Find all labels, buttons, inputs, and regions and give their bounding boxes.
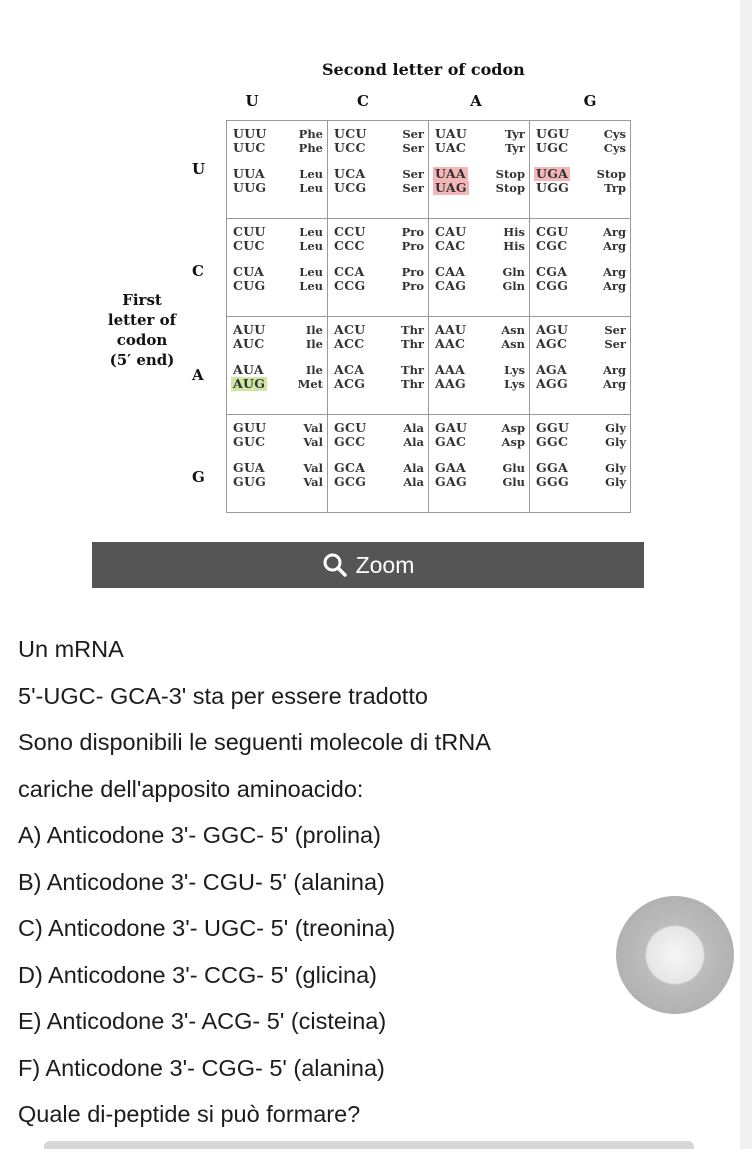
- codon-cell: [227, 219, 328, 317]
- codon-line: [332, 377, 424, 391]
- codon-group: [433, 225, 525, 253]
- codon-line: [433, 239, 525, 253]
- codon: GUC: [233, 434, 266, 449]
- amino-acid: Thr: [401, 377, 424, 391]
- codon: AGG: [536, 376, 568, 391]
- codon-group: [332, 323, 424, 351]
- codon-group: [332, 167, 424, 195]
- question-line: Un mRNA: [18, 636, 124, 662]
- codon: AAG: [435, 376, 466, 391]
- codon: CGC: [536, 238, 568, 253]
- zoom-label: Zoom: [355, 551, 415, 578]
- codon-group: [534, 127, 626, 155]
- codon: CAG: [435, 278, 467, 293]
- codon-group: [231, 265, 323, 293]
- codon: UAU: [435, 126, 468, 141]
- amino-acid: Stop: [596, 167, 626, 181]
- codon-line: [332, 127, 424, 141]
- codon-cell: [429, 317, 530, 415]
- amino-acid: Ser: [402, 167, 424, 181]
- option-a: A) Anticodone 3'- GGC- 5' (prolina): [18, 822, 381, 848]
- col-letter-g: G: [583, 92, 597, 110]
- codon: GAA: [435, 460, 466, 475]
- codon-group: [433, 323, 525, 351]
- amino-acid: His: [503, 225, 525, 239]
- row-letter-c: C: [192, 262, 204, 280]
- codon: GAC: [435, 434, 467, 449]
- amino-acid: Gln: [502, 279, 525, 293]
- codon-group: [433, 363, 525, 391]
- amino-acid: Ser: [402, 181, 424, 195]
- codon: ACC: [334, 336, 365, 351]
- codon-line: [534, 421, 626, 435]
- codon-line: [332, 475, 424, 489]
- amino-acid: Val: [303, 435, 323, 449]
- codon-line: [231, 225, 323, 239]
- codon: CGU: [536, 224, 569, 239]
- codon-line: [231, 421, 323, 435]
- first-letter-label-line: letter of: [107, 311, 177, 329]
- amino-acid: Leu: [299, 225, 323, 239]
- first-letter-label-line: codon: [116, 331, 168, 349]
- amino-acid: Asp: [501, 421, 525, 435]
- amino-acid: Tyr: [504, 141, 525, 155]
- codon-line: [433, 323, 525, 337]
- codon-group: [433, 265, 525, 293]
- amino-acid: Gln: [502, 265, 525, 279]
- codon-group: [231, 461, 323, 489]
- codon-cell: [227, 317, 328, 415]
- codon-cell: [530, 317, 631, 415]
- codon-line: [433, 265, 525, 279]
- amino-acid: Arg: [602, 225, 626, 239]
- codon: GCC: [334, 434, 366, 449]
- codon: UCC: [334, 140, 366, 155]
- second-letter-title: Second letter of codon: [322, 60, 525, 79]
- option-c: C) Anticodone 3'- UGC- 5' (treonina): [18, 915, 396, 941]
- amino-acid: Gly: [605, 461, 626, 475]
- codon: UAA: [435, 166, 466, 181]
- codon: AUU: [233, 322, 266, 337]
- codon-group: [332, 127, 424, 155]
- codon-line: [433, 167, 525, 181]
- option-d: D) Anticodone 3'- CCG- 5' (glicina): [18, 961, 377, 988]
- amino-acid: Ser: [604, 323, 626, 337]
- codon-line: [231, 363, 323, 377]
- codon-group: [534, 265, 626, 293]
- codon-group: [534, 363, 626, 391]
- codon: AAU: [435, 322, 467, 337]
- codon-line: [534, 435, 626, 449]
- amino-acid: Gly: [605, 475, 626, 489]
- amino-acid: Leu: [299, 239, 323, 253]
- question-text: [18, 626, 738, 1138]
- col-letter-u: U: [245, 92, 259, 110]
- search-icon: [322, 552, 348, 578]
- codon-cell: [328, 219, 429, 317]
- amino-acid: Arg: [602, 363, 626, 377]
- codon-cell: [328, 415, 429, 513]
- amino-acid: Thr: [401, 323, 424, 337]
- first-letter-label-line: (5′ end): [109, 351, 175, 369]
- codon: UCA: [334, 166, 366, 181]
- option-b: B) Anticodone 3'- CGU- 5' (alanina): [18, 868, 385, 895]
- codon: GCG: [334, 474, 367, 489]
- codon: ACG: [334, 376, 366, 391]
- amino-acid: Tyr: [504, 127, 525, 141]
- codon-line: [332, 279, 424, 293]
- amino-acid: Glu: [502, 461, 525, 475]
- amino-acid: Glu: [502, 475, 525, 489]
- amino-acid: Cys: [603, 141, 626, 155]
- amino-acid: Trp: [604, 181, 626, 195]
- amino-acid: Ser: [402, 127, 424, 141]
- codon: AGU: [536, 322, 569, 337]
- codon-line: [534, 461, 626, 475]
- codon-line: [433, 337, 525, 351]
- codon: GGC: [536, 434, 569, 449]
- codon: UAC: [435, 140, 467, 155]
- codon-group: [534, 461, 626, 489]
- codon: GGU: [536, 420, 570, 435]
- codon-group: [231, 127, 323, 155]
- codon: AUC: [233, 336, 265, 351]
- codon-cell: [530, 219, 631, 317]
- codon-line: [231, 127, 323, 141]
- amino-acid: Arg: [602, 377, 626, 391]
- codon-line: [332, 435, 424, 449]
- codon-cell: [328, 317, 429, 415]
- codon-line: [534, 225, 626, 239]
- codon-group: [231, 323, 323, 351]
- first-letter-label: [100, 290, 184, 370]
- codon: ACU: [334, 322, 366, 337]
- amino-acid: His: [503, 239, 525, 253]
- codon: UGC: [536, 140, 569, 155]
- amino-acid: Ala: [403, 461, 424, 475]
- codon-line: [231, 239, 323, 253]
- codon-group: [332, 363, 424, 391]
- codon: ACA: [334, 362, 365, 377]
- codon: UUA: [233, 166, 266, 181]
- codon: UUU: [233, 126, 267, 141]
- codon: UUC: [233, 140, 266, 155]
- codon-line: [534, 475, 626, 489]
- codon: GAU: [435, 420, 468, 435]
- first-letter-label-line: First: [122, 291, 162, 309]
- amino-acid: Arg: [602, 279, 626, 293]
- codon-line: [534, 279, 626, 293]
- codon: CCC: [334, 238, 365, 253]
- amino-acid: Leu: [299, 265, 323, 279]
- codon: UUG: [233, 180, 267, 195]
- amino-acid: Pro: [401, 279, 424, 293]
- codon-line: [231, 475, 323, 489]
- amino-acid: Lys: [504, 377, 525, 391]
- codon-group: [534, 421, 626, 449]
- amino-acid: Pro: [401, 225, 424, 239]
- codon-line: [534, 127, 626, 141]
- codon: AUA: [233, 362, 264, 377]
- codon-cell: [429, 219, 530, 317]
- codon-group: [332, 265, 424, 293]
- amino-acid: Ser: [402, 141, 424, 155]
- codon-line: [332, 167, 424, 181]
- amino-acid: Val: [303, 475, 323, 489]
- col-letter-c: C: [357, 92, 369, 110]
- codon: GCA: [334, 460, 366, 475]
- codon-line: [231, 323, 323, 337]
- codon: UGU: [536, 126, 570, 141]
- codon-table-row: [227, 415, 631, 513]
- codon: CCA: [334, 264, 365, 279]
- codon-cell: [227, 121, 328, 219]
- amino-acid: Asp: [501, 435, 525, 449]
- codon: CCG: [334, 278, 366, 293]
- codon-group: [534, 225, 626, 253]
- codon-line: [433, 377, 525, 391]
- codon-group: [534, 167, 626, 195]
- amino-acid: Leu: [299, 167, 323, 181]
- amino-acid: Leu: [299, 181, 323, 195]
- codon-line: [332, 225, 424, 239]
- codon: GUA: [233, 460, 265, 475]
- amino-acid: Phe: [298, 127, 323, 141]
- codon: AGC: [536, 336, 568, 351]
- codon: UCU: [334, 126, 367, 141]
- amino-acid: Pro: [401, 239, 424, 253]
- codon-group: [332, 225, 424, 253]
- codon-cell: [328, 121, 429, 219]
- amino-acid: Thr: [401, 363, 424, 377]
- codon-line: [534, 167, 626, 181]
- amino-acid: Ile: [305, 363, 323, 377]
- codon-line: [433, 141, 525, 155]
- codon-line: [231, 377, 323, 391]
- codon: GAG: [435, 474, 467, 489]
- codon-line: [231, 461, 323, 475]
- question-line: Sono disponibili le seguenti molecole di tRNA: [18, 729, 491, 755]
- codon: GUU: [233, 420, 267, 435]
- codon-group: [433, 461, 525, 489]
- codon-line: [534, 323, 626, 337]
- amino-acid: Asn: [501, 323, 525, 337]
- codon-line: [231, 265, 323, 279]
- codon-line: [231, 435, 323, 449]
- option-f: F) Anticodone 3'- CGG- 5' (alanina): [18, 1054, 385, 1081]
- codon-group: [332, 421, 424, 449]
- codon: CAU: [435, 224, 467, 239]
- codon: AAC: [435, 336, 466, 351]
- codon-table-figure: [0, 0, 752, 540]
- codon: CGA: [536, 264, 568, 279]
- amino-acid: Arg: [602, 239, 626, 253]
- codon: CAC: [435, 238, 466, 253]
- codon: CUG: [233, 278, 266, 293]
- amino-acid: Lys: [504, 363, 525, 377]
- amino-acid: Stop: [495, 167, 525, 181]
- codon: UGA: [536, 166, 569, 181]
- amino-acid: Ala: [403, 475, 424, 489]
- amino-acid: Stop: [495, 181, 525, 195]
- codon: AAA: [435, 362, 465, 377]
- codon-line: [433, 421, 525, 435]
- codon-line: [332, 181, 424, 195]
- amino-acid: Arg: [602, 265, 626, 279]
- codon-line: [433, 461, 525, 475]
- codon-line: [433, 435, 525, 449]
- codon-group: [332, 461, 424, 489]
- zoom-button[interactable]: [92, 542, 644, 588]
- codon-line: [534, 265, 626, 279]
- codon: GUG: [233, 474, 267, 489]
- codon-line: [433, 279, 525, 293]
- genetic-code-table: [226, 120, 631, 513]
- codon-cell: [429, 121, 530, 219]
- codon: UAG: [435, 180, 467, 195]
- codon-line: [534, 239, 626, 253]
- codon-line: [433, 127, 525, 141]
- codon-line: [534, 363, 626, 377]
- codon-line: [332, 265, 424, 279]
- col-letter-a: A: [470, 92, 482, 110]
- amino-acid: Met: [297, 377, 323, 391]
- codon-line: [231, 181, 323, 195]
- codon: GCU: [334, 420, 367, 435]
- codon-group: [231, 363, 323, 391]
- amino-acid: Thr: [401, 337, 424, 351]
- row-letter-u: U: [192, 160, 206, 178]
- codon-line: [231, 141, 323, 155]
- codon: UGG: [536, 180, 570, 195]
- amino-acid: Ile: [305, 337, 323, 351]
- codon: AUG: [233, 376, 266, 391]
- codon-line: [534, 377, 626, 391]
- codon-cell: [530, 415, 631, 513]
- question-line: cariche dell'apposito aminoacido:: [18, 775, 364, 802]
- codon-line: [332, 141, 424, 155]
- codon-group: [433, 127, 525, 155]
- codon: GGG: [536, 474, 569, 489]
- codon-line: [433, 475, 525, 489]
- codon: CAA: [435, 264, 466, 279]
- amino-acid: Ser: [604, 337, 626, 351]
- amino-acid: Cys: [603, 127, 626, 141]
- codon-line: [332, 461, 424, 475]
- codon-line: [433, 363, 525, 377]
- floating-action-button[interactable]: [616, 896, 734, 1014]
- codon: UCG: [334, 180, 367, 195]
- amino-acid: Gly: [605, 435, 626, 449]
- codon-line: [534, 181, 626, 195]
- codon-group: [433, 167, 525, 195]
- codon-cell: [530, 121, 631, 219]
- codon-group: [433, 421, 525, 449]
- codon-cell: [227, 415, 328, 513]
- codon-group: [231, 421, 323, 449]
- codon-cell: [429, 415, 530, 513]
- codon-line: [231, 337, 323, 351]
- codon-line: [332, 421, 424, 435]
- codon-group: [231, 167, 323, 195]
- codon-group: [231, 225, 323, 253]
- row-letter-a: A: [192, 366, 204, 384]
- amino-acid: Ile: [305, 323, 323, 337]
- bottom-sheet-handle[interactable]: [44, 1141, 694, 1149]
- codon-line: [433, 225, 525, 239]
- codon: CUC: [233, 238, 265, 253]
- codon: CUA: [233, 264, 265, 279]
- question-prompt: Quale di-peptide si può formare?: [18, 1101, 361, 1127]
- codon-line: [433, 181, 525, 195]
- question-line: 5'-UGC- GCA-3' sta per essere tradotto: [18, 682, 428, 709]
- amino-acid: Ala: [403, 421, 424, 435]
- codon-line: [231, 167, 323, 181]
- amino-acid: Ala: [403, 435, 424, 449]
- row-letter-g: G: [192, 468, 205, 486]
- codon-table-row: [227, 317, 631, 415]
- amino-acid: Leu: [299, 279, 323, 293]
- amino-acid: Phe: [298, 141, 323, 155]
- codon: CUU: [233, 224, 266, 239]
- amino-acid: Pro: [401, 265, 424, 279]
- codon-line: [332, 239, 424, 253]
- codon: CCU: [334, 224, 366, 239]
- codon-line: [332, 337, 424, 351]
- codon-line: [332, 323, 424, 337]
- codon-line: [534, 141, 626, 155]
- codon: AGA: [536, 362, 567, 377]
- codon-line: [332, 363, 424, 377]
- amino-acid: Gly: [605, 421, 626, 435]
- codon-group: [534, 323, 626, 351]
- codon-table-row: [227, 219, 631, 317]
- codon-line: [534, 337, 626, 351]
- codon: CGG: [536, 278, 569, 293]
- amino-acid: Asn: [501, 337, 525, 351]
- codon-line: [231, 279, 323, 293]
- codon: GGA: [536, 460, 568, 475]
- amino-acid: Val: [303, 421, 323, 435]
- amino-acid: Val: [303, 461, 323, 475]
- codon-table-row: [227, 121, 631, 219]
- option-e: E) Anticodone 3'- ACG- 5' (cisteina): [18, 1008, 387, 1034]
